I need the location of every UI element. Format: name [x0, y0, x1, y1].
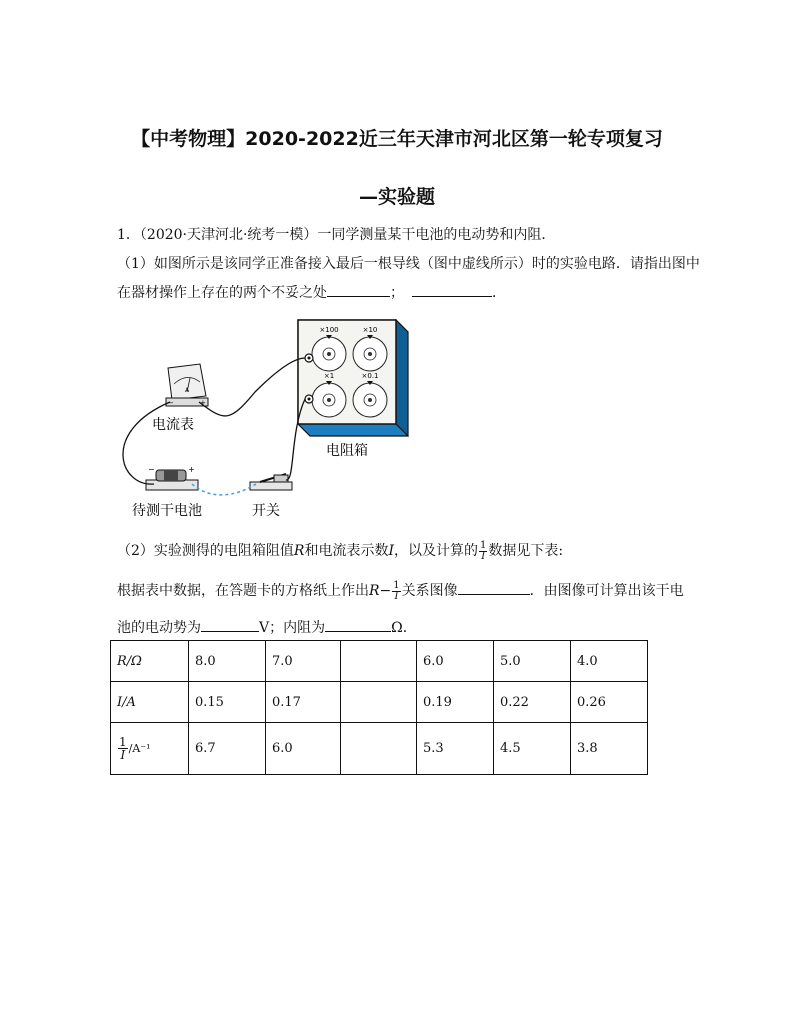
part2-text-a: （2）实验测得的电阻箱阻值: [117, 543, 294, 559]
part2-text-b: 和电流表示数: [304, 543, 389, 559]
part1-text: 在器材操作上存在的两个不妥之处: [117, 285, 327, 301]
page-subtitle: —实验题: [358, 186, 435, 208]
table-cell: 0.26: [571, 682, 648, 723]
answer-blank-1[interactable]: [327, 282, 390, 297]
resistance-box-label: 电阻箱: [326, 443, 368, 459]
table-cell: 0.15: [189, 682, 266, 723]
fraction-1-over-I: [479, 541, 487, 562]
ammeter-face-letter: A: [184, 387, 190, 394]
table-cell: 4.5: [494, 723, 571, 775]
inverse-I-den: I: [120, 748, 126, 762]
ammeter: [166, 364, 208, 407]
part1-line2: [117, 282, 506, 302]
table-cell: [341, 682, 417, 723]
part2-text-d: 数据见下表:: [488, 543, 564, 559]
symbol-R-2: R: [369, 583, 380, 599]
dial-label-x1: ×1: [323, 372, 335, 380]
fraction-num-2: 1: [393, 579, 400, 591]
answer-blank-5[interactable]: [325, 617, 391, 632]
dashed-wire: [192, 484, 256, 495]
battery-minus: −: [148, 465, 155, 474]
table-cell: 5.0: [494, 641, 571, 682]
table-cell: 0.19: [417, 682, 494, 723]
part2-line3-text-b: V；内阻为: [259, 620, 326, 636]
part2-text-c: ，以及计算的: [394, 543, 478, 559]
table-cell: 0.22: [494, 682, 571, 723]
table-cell: 7.0: [266, 641, 341, 682]
part2-line2: [117, 580, 684, 602]
part2-line2-text-a: 根据表中数据，在答题卡的方格纸上作出: [117, 583, 369, 599]
table-cell: 4.0: [571, 641, 648, 682]
table-cell: 0.17: [266, 682, 341, 723]
answer-blank-2[interactable]: [412, 282, 492, 297]
dial-x1: [312, 383, 346, 417]
table-cell: [341, 723, 417, 775]
inverse-I-num: 1: [119, 735, 127, 749]
table-cell: 8.0: [189, 641, 266, 682]
inverse-I-unit: /A⁻¹: [128, 742, 151, 755]
table-cell: 6.0: [266, 723, 341, 775]
question-intro: 1．（2020·天津河北·统考一模）一同学测量某干电池的电动势和内阻．: [117, 227, 556, 243]
wire-ammeter-to-box: [199, 358, 305, 416]
dial-x10: [353, 337, 387, 371]
battery-label: 待测干电池: [132, 503, 202, 519]
ammeter-minus: −: [168, 399, 174, 407]
switch: [250, 474, 292, 490]
ammeter-plus: +: [200, 399, 206, 407]
resistance-box: [298, 320, 408, 436]
fraction-den-2: I: [394, 590, 399, 602]
table-cell: 6.0: [417, 641, 494, 682]
battery: [146, 465, 198, 490]
switch-label: 开关: [252, 503, 280, 519]
battery-plus: +: [188, 465, 195, 474]
dial-label-x10: ×10: [362, 326, 378, 334]
table-row-inverse-I: [111, 723, 648, 775]
data-table: [110, 640, 648, 775]
dial-x100: [312, 337, 346, 371]
ammeter-label: 电流表: [152, 417, 194, 433]
table-cell: 5.3: [417, 723, 494, 775]
dial-label-x0-1: ×0.1: [361, 372, 379, 380]
dash: −: [379, 583, 392, 599]
fraction-num: 1: [480, 539, 487, 551]
table-row-R: [111, 641, 648, 682]
part2-line2-text-c: ．由图像可计算出该干电: [529, 583, 684, 599]
circuit-figure: [110, 312, 420, 524]
symbol-R: R: [293, 543, 305, 559]
part2-line1: [117, 540, 563, 562]
part1-line1: （1）如图所示是该同学正准备接入最后一根导线（图中虚线所示）时的实验电路．请指出图中: [117, 256, 700, 272]
row-label-R: R/Ω: [111, 641, 189, 682]
part2-line3-text-a: 池的电动势为: [117, 620, 201, 636]
table-row-I: [111, 682, 648, 723]
table-cell: [341, 641, 417, 682]
row-label-inverse-I: [111, 723, 189, 775]
symbol-I: I: [388, 543, 394, 559]
period: ．: [492, 285, 506, 301]
separator: ；: [390, 285, 404, 301]
part2-line3-text-c: Ω．: [391, 620, 417, 636]
page-title: 【中考物理】2020-2022近三年天津市河北区第一轮专项复习: [131, 128, 663, 150]
part2-line2-text-b: 关系图像: [401, 583, 458, 599]
part2-line3: [117, 617, 417, 637]
answer-blank-3[interactable]: [458, 580, 530, 595]
fraction-1-over-I-2: [392, 581, 400, 602]
table-cell: 6.7: [189, 723, 266, 775]
table-cell: 3.8: [571, 723, 648, 775]
answer-blank-4[interactable]: [201, 617, 259, 632]
row-label-I: I/A: [111, 682, 189, 723]
dial-x0-1: [353, 383, 387, 417]
fraction-den: I: [481, 550, 486, 562]
inverse-I-fraction: [118, 736, 128, 761]
dial-label-x100: ×100: [319, 326, 339, 334]
